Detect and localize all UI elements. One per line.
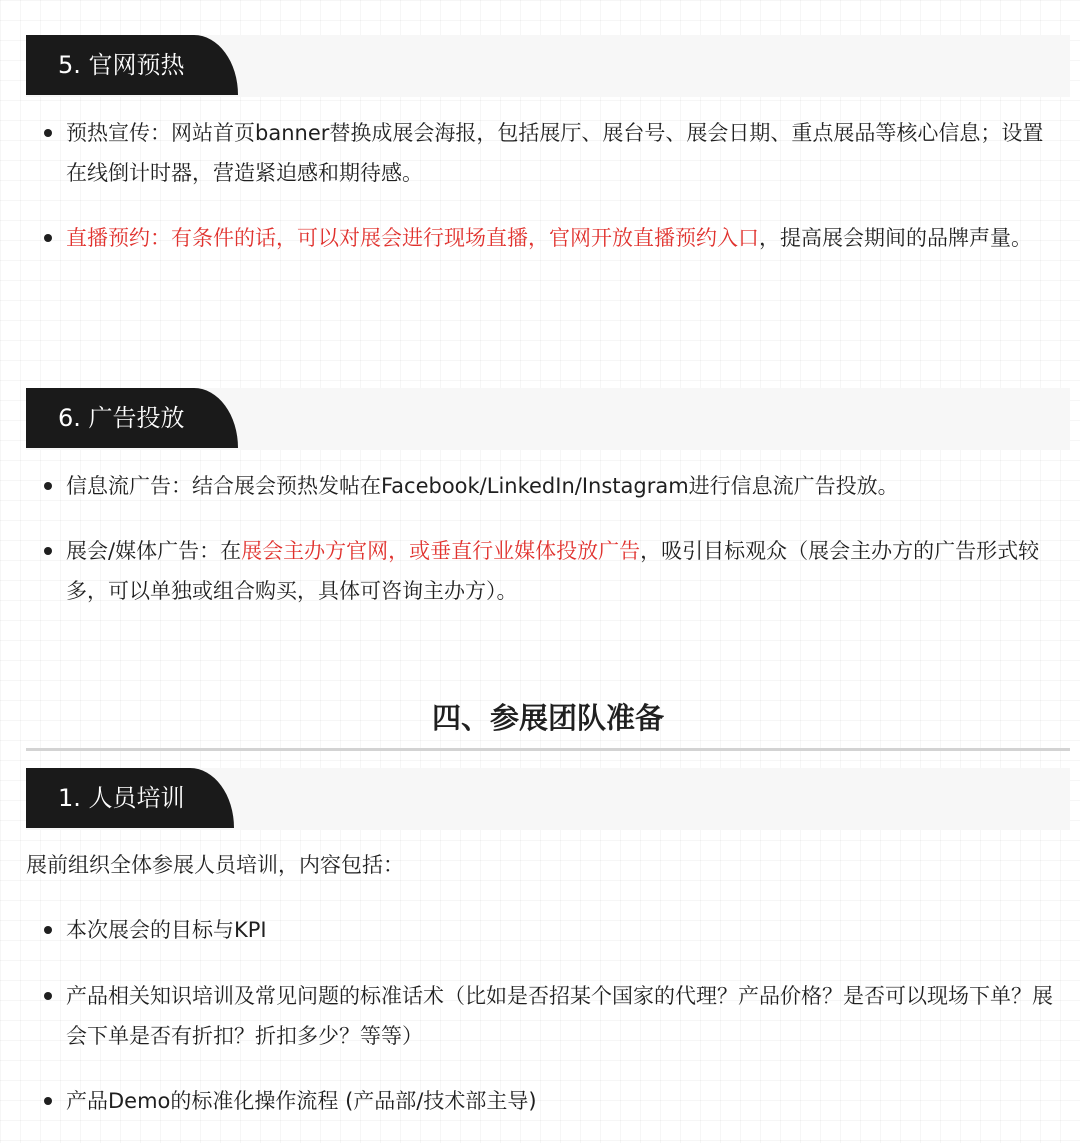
highlight-text: 展会主办方官网，或垂直行业媒体投放广告 — [241, 539, 641, 563]
chapter-heading: 四、参展团队准备 — [431, 701, 664, 735]
section-tag-1: 1. 人员培训 — [26, 768, 234, 828]
list-item: 本次展会的目标与KPI — [66, 910, 1056, 950]
item-post: ，吸引目标观众（展会主办方的广告形式较多，可以单独或组合购买，具体可咨询主办方）。 — [66, 539, 1040, 603]
section-tag-5: 5. 官网预热 — [26, 35, 238, 95]
list-item — [66, 531, 1056, 611]
list-item — [66, 466, 1056, 506]
list-item: 产品相关知识培训及常见问题的标准话术（比如是否招某个国家的代理？产品价格？是否可以现场下单？展会下单是否有折扣？折扣多少？等等） — [66, 976, 1056, 1056]
section-tag-6: 6. 广告投放 — [26, 388, 238, 448]
list-item — [66, 218, 1056, 258]
item-label: 预热宣传： — [66, 121, 171, 145]
list-item: 产品Demo的标准化操作流程 (产品部/技术部主导) — [66, 1081, 1056, 1121]
item-text: 信息流广告：结合展会预热发帖在Facebook/LinkedIn/Instagram进行信息流广告投放。 — [66, 474, 899, 498]
highlight-text: 直播预约：有条件的话，可以对展会进行现场直播，官网开放直播预约入口 — [66, 226, 759, 250]
intro-paragraph: 展前组织全体参展人员培训，内容包括： — [26, 853, 404, 877]
item-text: 网站首页banner替换成展会海报，包括展厅、展台号、展会日期、重点展品等核心信息；设置在线倒计时器，营造紧迫感和期待感。 — [66, 121, 1044, 185]
item-pre: 展会/媒体广告：在 — [66, 539, 242, 563]
heading-divider — [26, 748, 1070, 751]
list-item — [66, 113, 1056, 193]
item-text: ，提高展会期间的品牌声量。 — [759, 226, 1032, 250]
